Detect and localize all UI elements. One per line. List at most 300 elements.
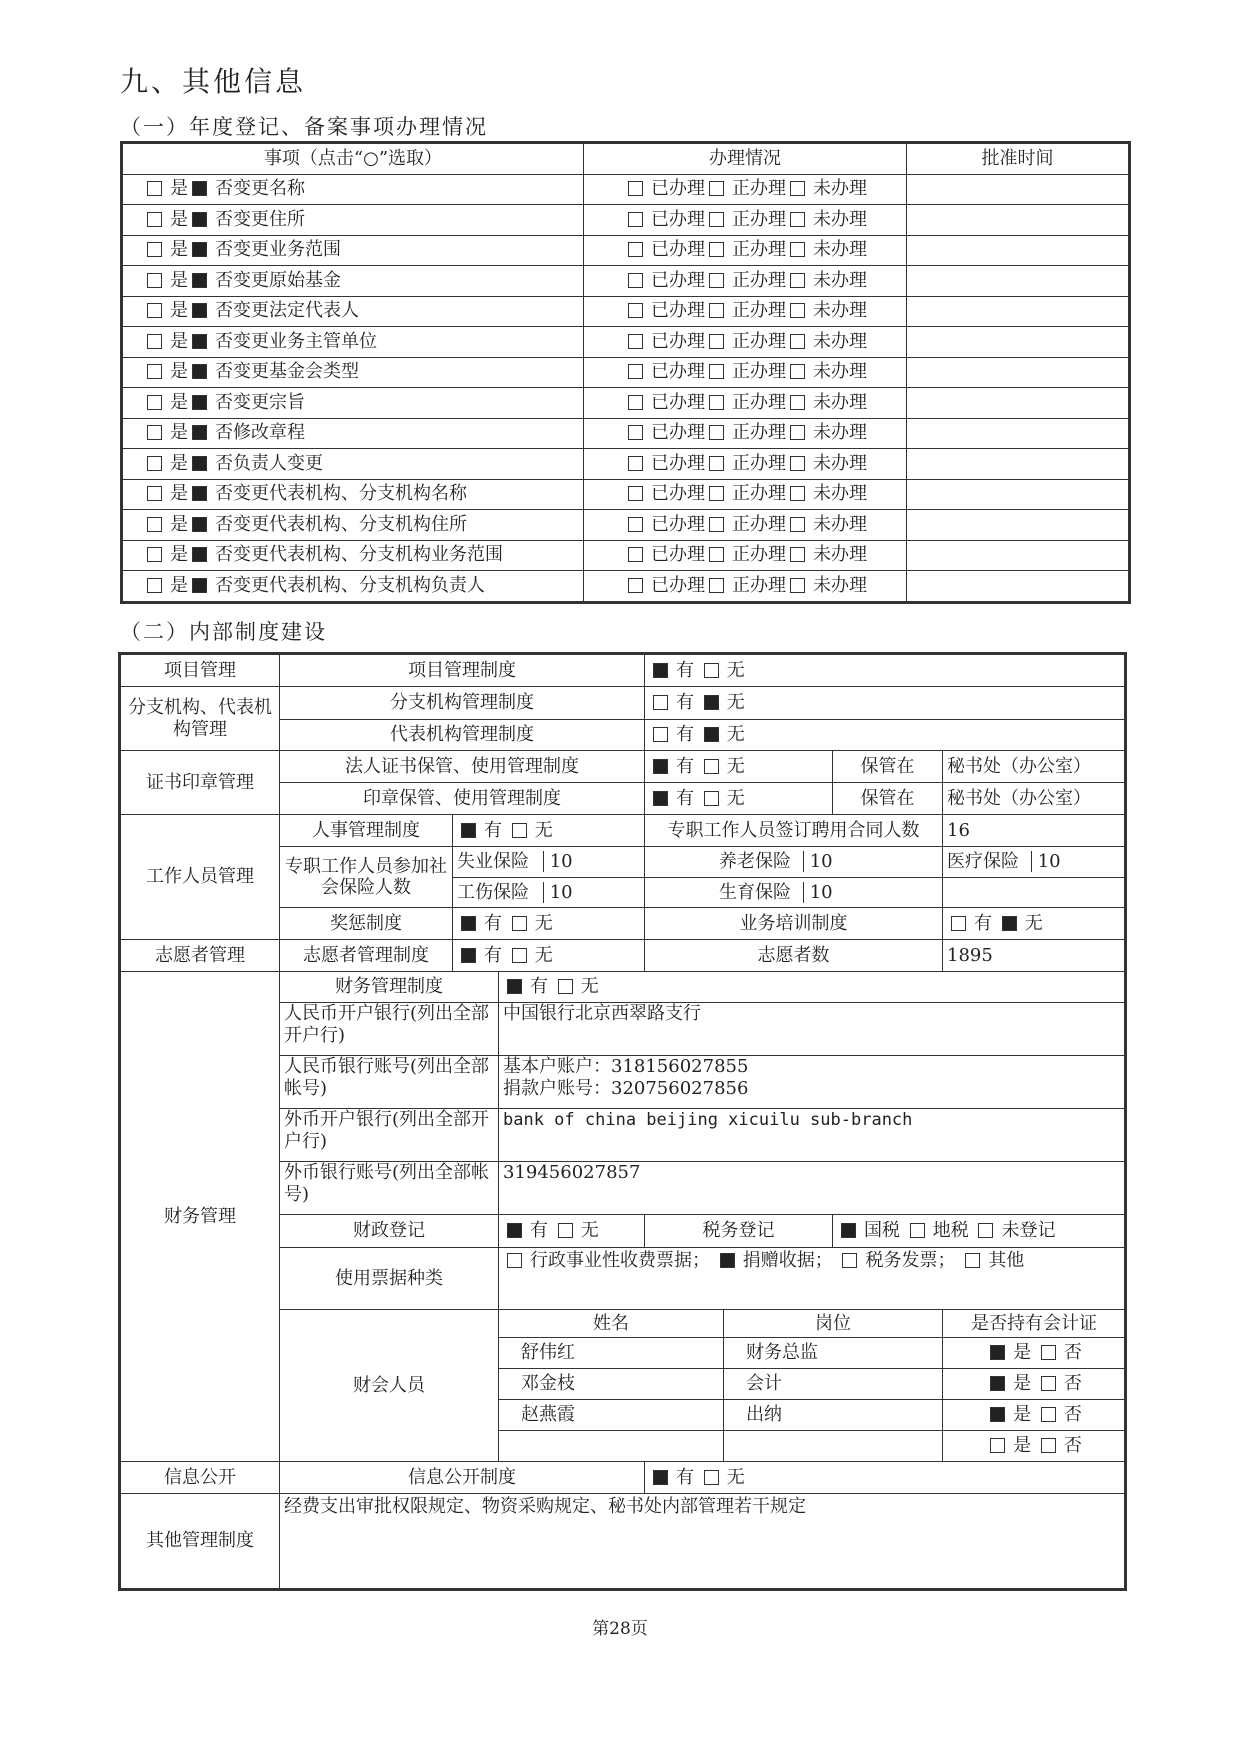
reward-label: 奖惩制度	[280, 908, 453, 940]
staff-post	[724, 1431, 943, 1462]
no-label: 否	[215, 544, 233, 566]
yes-checkbox[interactable]	[147, 517, 162, 532]
registration-status[interactable]: 已办理 正办理 未办理	[584, 571, 907, 603]
registration-item[interactable]	[122, 205, 584, 236]
volunteer-item: 志愿者管理制度	[280, 940, 453, 972]
injury-value: 10	[543, 882, 573, 903]
volunteer-has[interactable]: 有 无	[453, 940, 645, 972]
approval-time[interactable]	[907, 479, 1130, 510]
no-label: 否	[215, 239, 233, 261]
item-label: 变更业务主管单位	[233, 330, 377, 352]
rep-item-label: 代表机构管理制度	[280, 720, 645, 751]
registration-item[interactable]	[122, 327, 584, 358]
registration-item[interactable]	[122, 296, 584, 327]
injury-cell	[453, 878, 645, 908]
yes-checkbox[interactable]	[147, 425, 162, 440]
item-label: 变更代表机构、分支机构业务范围	[233, 544, 503, 566]
item-label: 变更代表机构、分支机构住所	[233, 513, 467, 535]
seal-category: 证书印章管理	[120, 751, 280, 815]
registration-status[interactable]: 已办理 正办理 未办理	[584, 174, 907, 205]
registration-status[interactable]: 已办理 正办理 未办理	[584, 327, 907, 358]
item-label: 变更代表机构、分支机构名称	[233, 483, 467, 505]
in-progress-checkbox[interactable]	[709, 212, 724, 227]
done-checkbox[interactable]	[628, 273, 643, 288]
disclosure-item: 信息公开制度	[280, 1462, 645, 1494]
no-label: 否	[215, 513, 233, 535]
registration-row	[122, 357, 1130, 388]
fiscal-label: 财政登记	[280, 1215, 499, 1248]
done-checkbox[interactable]	[628, 547, 643, 562]
in-progress-checkbox[interactable]	[709, 486, 724, 501]
none-checkbox[interactable]	[512, 916, 527, 931]
admin-fee-bill-checkbox[interactable]	[507, 1253, 522, 1268]
national-tax-checkbox[interactable]	[841, 1223, 856, 1238]
no-label: 否	[215, 208, 233, 230]
registration-item[interactable]	[122, 235, 584, 266]
registration-status[interactable]: 已办理 正办理 未办理	[584, 449, 907, 480]
finance-category: 财务管理	[120, 972, 280, 1462]
yes-checkbox[interactable]	[147, 303, 162, 318]
staff-name: 赵燕霞	[499, 1400, 724, 1431]
approval-time[interactable]	[907, 174, 1130, 205]
yes-label: 是	[170, 361, 188, 383]
no-checkbox[interactable]	[192, 486, 207, 501]
staff-header-post: 岗位	[724, 1310, 943, 1338]
has-checkbox[interactable]	[653, 663, 668, 678]
tax-options[interactable]: 国税 地税 未登记	[833, 1215, 1126, 1248]
cert-yes-checkbox[interactable]	[990, 1407, 1005, 1422]
approval-time[interactable]	[907, 540, 1130, 571]
yes-label: 是	[170, 391, 188, 413]
approval-time[interactable]	[907, 235, 1130, 266]
registration-status[interactable]: 已办理 正办理 未办理	[584, 235, 907, 266]
none-checkbox[interactable]	[1002, 916, 1017, 931]
volunteer-count-label: 志愿者数	[645, 940, 943, 972]
staff-cert[interactable]: 是 否	[943, 1369, 1126, 1400]
local-tax-checkbox[interactable]	[910, 1223, 925, 1238]
item-label: 变更代表机构、分支机构负责人	[233, 574, 485, 596]
branch-item-has[interactable]: 有 无	[645, 687, 1126, 720]
no-checkbox[interactable]	[192, 181, 207, 196]
yes-label: 是	[170, 300, 188, 322]
bill-label: 使用票据种类	[280, 1248, 499, 1310]
custody-label: 保管在	[833, 783, 943, 815]
item-label: 变更名称	[233, 178, 305, 200]
finance-staff-label: 财会人员	[280, 1310, 499, 1462]
registration-row	[122, 418, 1130, 449]
has-checkbox[interactable]	[951, 916, 966, 931]
unregistered-checkbox[interactable]	[978, 1223, 993, 1238]
internal-system-table	[118, 652, 1127, 1591]
rep-item-has[interactable]: 有 无	[645, 720, 1126, 751]
rmb-account-basic: 基本户账户：318156027855	[503, 1056, 749, 1077]
seal-custody: 秘书处（办公室）	[943, 783, 1126, 815]
maternity-label: 生育保险	[719, 881, 791, 903]
yes-checkbox[interactable]	[147, 364, 162, 379]
rmb-account-donation: 捐款户账号：320756027856	[503, 1078, 749, 1099]
has-checkbox[interactable]	[507, 1223, 522, 1238]
rmb-account	[499, 1056, 1126, 1109]
has-checkbox[interactable]	[653, 1470, 668, 1485]
staff-name: 舒伟红	[499, 1338, 724, 1369]
staff-cert[interactable]: 是 否	[943, 1338, 1126, 1369]
unemployment-label: 失业保险	[457, 851, 529, 872]
tax-label: 税务登记	[645, 1215, 833, 1248]
no-label: 否	[215, 178, 233, 200]
other-category: 其他管理制度	[120, 1494, 280, 1590]
not-done-checkbox[interactable]	[790, 425, 805, 440]
yes-checkbox[interactable]	[147, 242, 162, 257]
cert-no-checkbox[interactable]	[1041, 1345, 1056, 1360]
no-label: 否	[215, 574, 233, 596]
insurance-label: 专职工作人员参加社会保险人数	[280, 847, 453, 908]
staff-category: 工作人员管理	[120, 815, 280, 940]
has-checkbox[interactable]	[507, 979, 522, 994]
no-checkbox[interactable]	[192, 456, 207, 471]
cert-custody: 秘书处（办公室）	[943, 751, 1126, 783]
in-progress-checkbox[interactable]	[709, 364, 724, 379]
not-done-checkbox[interactable]	[790, 303, 805, 318]
done-checkbox[interactable]	[628, 181, 643, 196]
yes-label: 是	[170, 422, 188, 444]
in-progress-checkbox[interactable]	[709, 273, 724, 288]
not-done-checkbox[interactable]	[790, 395, 805, 410]
not-done-checkbox[interactable]	[790, 364, 805, 379]
yes-label: 是	[170, 208, 188, 230]
registration-row	[122, 571, 1130, 603]
not-done-checkbox[interactable]	[790, 517, 805, 532]
none-checkbox[interactable]	[704, 695, 719, 710]
yes-checkbox[interactable]	[147, 273, 162, 288]
registration-row	[122, 510, 1130, 541]
in-progress-checkbox[interactable]	[709, 517, 724, 532]
has-checkbox[interactable]	[653, 695, 668, 710]
yes-label: 是	[170, 452, 188, 474]
not-done-checkbox[interactable]	[790, 334, 805, 349]
unemployment-value: 10	[543, 851, 573, 872]
header-approval-time: 批准时间	[907, 143, 1130, 175]
in-progress-checkbox[interactable]	[709, 334, 724, 349]
branch-item-label: 分支机构管理制度	[280, 687, 645, 720]
registration-item[interactable]	[122, 510, 584, 541]
registration-item[interactable]	[122, 540, 584, 571]
no-checkbox[interactable]	[192, 242, 207, 257]
done-checkbox[interactable]	[628, 517, 643, 532]
item-label: 变更业务范围	[233, 239, 341, 261]
registration-table	[120, 141, 1131, 604]
approval-time[interactable]	[907, 418, 1130, 449]
rmb-bank-label: 人民币开户银行(列出全部开户行)	[280, 1003, 499, 1056]
injury-label: 工伤保险	[457, 881, 529, 903]
approval-time[interactable]	[907, 327, 1130, 358]
has-checkbox[interactable]	[461, 823, 476, 838]
training-has[interactable]: 有 无	[943, 908, 1126, 940]
fx-account-label: 外币银行账号(列出全部帐号)	[280, 1162, 499, 1215]
registration-row	[122, 388, 1130, 419]
cert-yes-checkbox[interactable]	[990, 1376, 1005, 1391]
registration-status[interactable]: 已办理 正办理 未办理	[584, 266, 907, 297]
yes-checkbox[interactable]	[147, 547, 162, 562]
no-label: 否	[215, 269, 233, 291]
fx-account: 319456027857	[499, 1162, 1126, 1215]
not-done-checkbox[interactable]	[790, 486, 805, 501]
in-progress-checkbox[interactable]	[709, 425, 724, 440]
registration-row	[122, 479, 1130, 510]
registration-item[interactable]	[122, 357, 584, 388]
item-label: 变更原始基金	[233, 269, 341, 291]
unemployment-cell	[453, 847, 645, 878]
no-checkbox[interactable]	[192, 547, 207, 562]
no-label: 否	[215, 330, 233, 352]
registration-status[interactable]: 已办理 正办理 未办理	[584, 357, 907, 388]
rmb-account-label: 人民币银行账号(列出全部帐号)	[280, 1056, 499, 1109]
pension-cell	[645, 847, 943, 878]
training-label: 业务培训制度	[645, 908, 943, 940]
yes-checkbox[interactable]	[147, 456, 162, 471]
medical-label: 医疗保险	[947, 851, 1019, 872]
yes-label: 是	[170, 330, 188, 352]
disclosure-category: 信息公开	[120, 1462, 280, 1494]
maternity-value: 10	[803, 882, 833, 903]
custody-label: 保管在	[833, 751, 943, 783]
no-checkbox[interactable]	[192, 364, 207, 379]
bill-options[interactable]: 行政事业性收费票据； 捐赠收据； 税务发票； 其他	[499, 1248, 1126, 1310]
none-checkbox[interactable]	[704, 791, 719, 806]
section2-title: （二）内部制度建设	[120, 620, 327, 644]
done-checkbox[interactable]	[628, 456, 643, 471]
no-checkbox[interactable]	[192, 212, 207, 227]
not-done-checkbox[interactable]	[790, 273, 805, 288]
registration-item[interactable]	[122, 418, 584, 449]
yes-checkbox[interactable]	[147, 395, 162, 410]
cert-yes-checkbox[interactable]	[990, 1438, 1005, 1453]
header-item: 事项（点击“○”选取）	[122, 143, 584, 175]
item-label: 变更基金会类型	[233, 361, 359, 383]
finance-system-has[interactable]: 有 无	[499, 972, 1126, 1003]
yes-checkbox[interactable]	[147, 212, 162, 227]
has-checkbox[interactable]	[653, 759, 668, 774]
done-checkbox[interactable]	[628, 303, 643, 318]
contract-count: 16	[943, 815, 1126, 847]
no-checkbox[interactable]	[192, 578, 207, 593]
registration-item[interactable]	[122, 174, 584, 205]
registration-item[interactable]	[122, 479, 584, 510]
approval-time[interactable]	[907, 388, 1130, 419]
registration-row	[122, 235, 1130, 266]
registration-status[interactable]: 已办理 正办理 未办理	[584, 418, 907, 449]
staff-cert[interactable]: 是 否	[943, 1400, 1126, 1431]
registration-item[interactable]	[122, 266, 584, 297]
not-done-checkbox[interactable]	[790, 242, 805, 257]
cert-item-label: 法人证书保管、使用管理制度	[280, 751, 645, 783]
done-checkbox[interactable]	[628, 486, 643, 501]
cert-no-checkbox[interactable]	[1041, 1376, 1056, 1391]
in-progress-checkbox[interactable]	[709, 547, 724, 562]
no-label: 否	[215, 391, 233, 413]
in-progress-checkbox[interactable]	[709, 242, 724, 257]
none-checkbox[interactable]	[512, 948, 527, 963]
page-number: 第28页	[592, 1619, 648, 1639]
not-done-checkbox[interactable]	[790, 212, 805, 227]
registration-status[interactable]: 已办理 正办理 未办理	[584, 540, 907, 571]
registration-status[interactable]: 已办理 正办理 未办理	[584, 510, 907, 541]
no-checkbox[interactable]	[192, 334, 207, 349]
has-checkbox[interactable]	[461, 948, 476, 963]
item-label: 变更宗旨	[233, 391, 305, 413]
hr-has[interactable]: 有 无	[453, 815, 645, 847]
not-done-checkbox[interactable]	[790, 456, 805, 471]
no-checkbox[interactable]	[192, 425, 207, 440]
cert-no-checkbox[interactable]	[1041, 1407, 1056, 1422]
volunteer-count: 1895	[943, 940, 1126, 972]
project-has[interactable]: 有 无	[645, 654, 1126, 687]
disclosure-has[interactable]: 有 无	[645, 1462, 1126, 1494]
done-checkbox[interactable]	[628, 334, 643, 349]
item-label: 负责人变更	[233, 452, 323, 474]
cert-yes-checkbox[interactable]	[990, 1345, 1005, 1360]
yes-checkbox[interactable]	[147, 334, 162, 349]
staff-post: 财务总监	[724, 1338, 943, 1369]
cert-item-has[interactable]: 有 无	[645, 751, 833, 783]
finance-system-label: 财务管理制度	[280, 972, 499, 1003]
yes-label: 是	[170, 483, 188, 505]
none-checkbox[interactable]	[704, 663, 719, 678]
registration-status[interactable]: 已办理 正办理 未办理	[584, 388, 907, 419]
in-progress-checkbox[interactable]	[709, 181, 724, 196]
cert-no-checkbox[interactable]	[1041, 1438, 1056, 1453]
seal-item-has[interactable]: 有 无	[645, 783, 833, 815]
registration-item[interactable]	[122, 449, 584, 480]
donation-receipt-checkbox[interactable]	[720, 1253, 735, 1268]
registration-status[interactable]: 已办理 正办理 未办理	[584, 296, 907, 327]
section1-title: （一）年度登记、备案事项办理情况	[120, 115, 488, 139]
staff-header-name: 姓名	[499, 1310, 724, 1338]
registration-row	[122, 327, 1130, 358]
approval-time[interactable]	[907, 296, 1130, 327]
item-label: 修改章程	[233, 422, 305, 444]
none-checkbox[interactable]	[558, 1223, 573, 1238]
no-label: 否	[215, 422, 233, 444]
staff-name	[499, 1431, 724, 1462]
yes-label: 是	[170, 178, 188, 200]
no-label: 否	[215, 483, 233, 505]
yes-label: 是	[170, 239, 188, 261]
not-done-checkbox[interactable]	[790, 578, 805, 593]
not-done-checkbox[interactable]	[790, 181, 805, 196]
has-checkbox[interactable]	[653, 727, 668, 742]
approval-time[interactable]	[907, 357, 1130, 388]
none-checkbox[interactable]	[704, 1470, 719, 1485]
registration-row	[122, 266, 1130, 297]
reward-has[interactable]: 有 无	[453, 908, 645, 940]
registration-status[interactable]: 已办理 正办理 未办理	[584, 205, 907, 236]
none-checkbox[interactable]	[704, 759, 719, 774]
registration-row	[122, 449, 1130, 480]
no-checkbox[interactable]	[192, 303, 207, 318]
no-checkbox[interactable]	[192, 273, 207, 288]
registration-row	[122, 174, 1130, 205]
has-checkbox[interactable]	[653, 791, 668, 806]
seal-item-label: 印章保管、使用管理制度	[280, 783, 645, 815]
approval-time[interactable]	[907, 510, 1130, 541]
registration-item[interactable]	[122, 571, 584, 603]
yes-label: 是	[170, 513, 188, 535]
none-checkbox[interactable]	[558, 979, 573, 994]
yes-label: 是	[170, 544, 188, 566]
approval-time[interactable]	[907, 266, 1130, 297]
approval-time[interactable]	[907, 571, 1130, 603]
done-checkbox[interactable]	[628, 578, 643, 593]
staff-name: 邓金枝	[499, 1369, 724, 1400]
item-label: 变更住所	[233, 208, 305, 230]
done-checkbox[interactable]	[628, 425, 643, 440]
approval-time[interactable]	[907, 449, 1130, 480]
project-category: 项目管理	[120, 654, 280, 687]
has-checkbox[interactable]	[461, 916, 476, 931]
in-progress-checkbox[interactable]	[709, 578, 724, 593]
done-checkbox[interactable]	[628, 364, 643, 379]
done-checkbox[interactable]	[628, 242, 643, 257]
yes-label: 是	[170, 269, 188, 291]
none-checkbox[interactable]	[512, 823, 527, 838]
pension-value: 10	[803, 851, 833, 872]
fx-bank: bank of china beijing xicuilu sub-branch	[499, 1109, 1126, 1162]
in-progress-checkbox[interactable]	[709, 456, 724, 471]
medical-value: 10	[1031, 851, 1061, 872]
branch-category: 分支机构、代表机构管理	[120, 687, 280, 751]
other-bill-checkbox[interactable]	[965, 1253, 980, 1268]
project-item: 项目管理制度	[280, 654, 645, 687]
other-text: 经费支出审批权限规定、物资采购规定、秘书处内部管理若干规定	[280, 1494, 1126, 1590]
registration-status[interactable]: 已办理 正办理 未办理	[584, 479, 907, 510]
registration-row	[122, 205, 1130, 236]
no-label: 否	[215, 300, 233, 322]
medical-cell	[943, 847, 1126, 878]
header-status: 办理情况	[584, 143, 907, 175]
in-progress-checkbox[interactable]	[709, 303, 724, 318]
rmb-bank: 中国银行北京西翠路支行	[499, 1003, 1126, 1056]
not-done-checkbox[interactable]	[790, 547, 805, 562]
yes-checkbox[interactable]	[147, 181, 162, 196]
none-checkbox[interactable]	[704, 727, 719, 742]
no-label: 否	[215, 452, 233, 474]
tax-invoice-checkbox[interactable]	[842, 1253, 857, 1268]
yes-checkbox[interactable]	[147, 486, 162, 501]
no-checkbox[interactable]	[192, 517, 207, 532]
contract-label: 专职工作人员签订聘用合同人数	[645, 815, 943, 847]
maternity-cell	[645, 878, 943, 908]
registration-item[interactable]	[122, 388, 584, 419]
yes-label: 是	[170, 574, 188, 596]
fx-bank-label: 外币开户银行(列出全部开户行)	[280, 1109, 499, 1162]
done-checkbox[interactable]	[628, 212, 643, 227]
no-label: 否	[215, 361, 233, 383]
fiscal-has[interactable]: 有 无	[499, 1215, 645, 1248]
done-checkbox[interactable]	[628, 395, 643, 410]
page-title: 九、其他信息	[120, 65, 307, 98]
no-checkbox[interactable]	[192, 395, 207, 410]
item-label: 变更法定代表人	[233, 300, 359, 322]
staff-header-cert: 是否持有会计证	[943, 1310, 1126, 1338]
hr-label: 人事管理制度	[280, 815, 453, 847]
approval-time[interactable]	[907, 205, 1130, 236]
staff-cert[interactable]: 是 否	[943, 1431, 1126, 1462]
pension-label: 养老保险	[719, 851, 791, 872]
volunteer-category: 志愿者管理	[120, 940, 280, 972]
staff-post: 出纳	[724, 1400, 943, 1431]
yes-checkbox[interactable]	[147, 578, 162, 593]
in-progress-checkbox[interactable]	[709, 395, 724, 410]
